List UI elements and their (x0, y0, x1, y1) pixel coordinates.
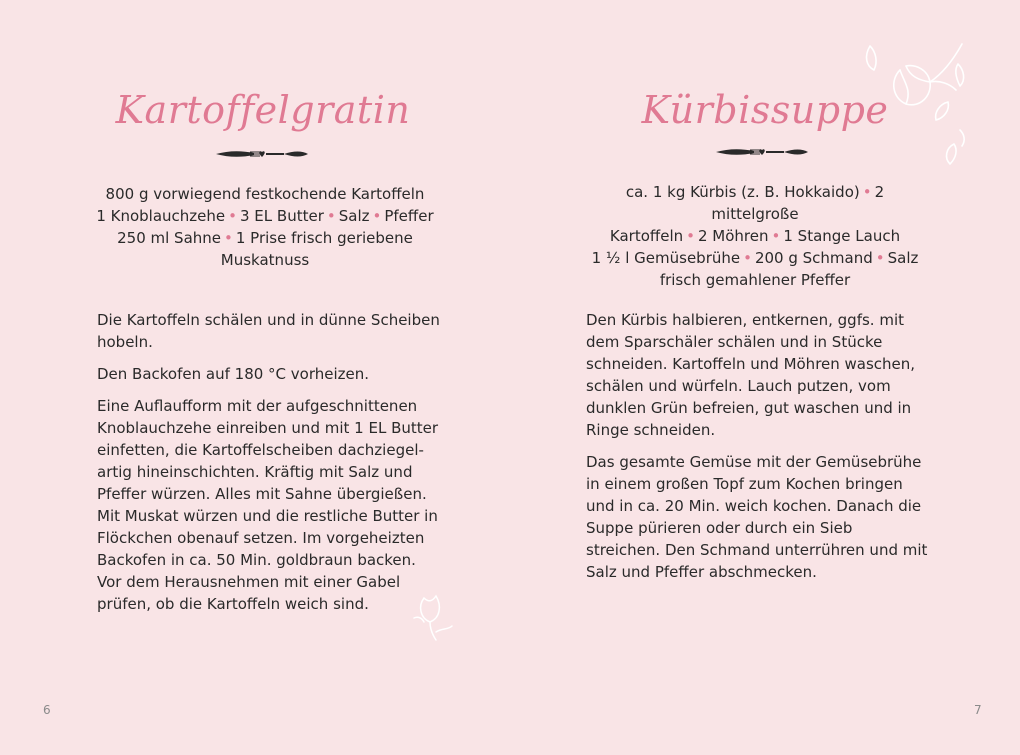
cutlery-heart-divider-icon (214, 147, 310, 161)
instruction-paragraph: Die Kartoffeln schälen und in dünne Scheiben hobeln. (97, 311, 440, 351)
instruction-paragraph: Eine Auflaufform mit der aufgeschnittenen Knoblauchzehe einreiben und mit 1 EL Butter einfetten, die Kartoffelscheiben dachziegel-artig hineinschichten. Kräftig mit Salz und Pfeffer würzen. Alles mit Sahne übergießen. Mit Muskat würzen und die restliche Butter in Flöckchen obenauf setzen. Im vorgeheizten Backofen in ca. 50 Min. goldbraun backen. Vor dem Herausnehmen mit einer Gabel prüfen, ob die Kartoffeln weich sind. (97, 397, 439, 613)
ingredient: Salz (338, 207, 370, 225)
page-number: 7 (974, 703, 982, 717)
ingredient: 250 ml Sahne (117, 229, 222, 247)
instructions (97, 309, 442, 625)
ingredient: Muskatnuss (220, 251, 310, 269)
ingredients-list: 800 g vorwiegend festkochende Kartoffeln 1 Knoblauchzehe • 3 EL Butter • Salz • Pfeffer 250 ml Sahne • 1 Prise frisch geriebene Muskatnuss (96, 185, 434, 269)
ingredient: Pfeffer (384, 207, 434, 225)
ingredient: 2 Möhren (697, 227, 769, 245)
ingredient: 2 mittelgroße (711, 183, 885, 223)
page-number: 6 (43, 703, 51, 717)
ingredient: ca. 1 kg Kürbis (z. B. Hokkaido) (625, 183, 860, 201)
flower-outline-icon (860, 40, 980, 170)
right-page (510, 0, 1020, 755)
flower-outline-icon (410, 588, 456, 644)
ingredient: 800 g vorwiegend festkochende Kartoffeln (105, 185, 425, 203)
instruction-paragraph: Das gesamte Gemüse mit der Gemüsebrühe in einem großen Topf zum Kochen bringen und in ca. 20 Min. weich kochen. Danach die Suppe pürieren oder durch ein Sieb streichen. Den Schmand unterrühren und mit Salz und Pfeffer abschmecken. (586, 453, 928, 581)
ingredient: 200 g Schmand (754, 249, 873, 267)
instruction-paragraph: Den Backofen auf 180 °C vorheizen. (97, 365, 370, 383)
ingredient: 1 Prise frisch geriebene (235, 229, 413, 247)
ingredients-list: ca. 1 kg Kürbis (z. B. Hokkaido) • 2 mittelgroße Kartoffeln • 2 Möhren • 1 Stange Lauch 1 ½ l Gemüsebrühe • 200 g Schmand • Salz frisch gemahlener Pfeffer (591, 183, 919, 289)
ingredient: 1 Knoblauchzehe (96, 207, 226, 225)
ingredient: 1 Stange Lauch (783, 227, 901, 245)
recipe-title: Kürbissuppe (641, 88, 889, 132)
ingredient: frisch gemahlener Pfeffer (659, 271, 851, 289)
ingredient: 3 EL Butter (240, 207, 324, 225)
ingredient: Kartoffeln (609, 227, 684, 245)
ingredient: 1 ½ l Gemüsebrühe (591, 249, 741, 267)
ingredient: Salz (887, 249, 919, 267)
recipe-title: Kartoffelgratin (115, 88, 411, 132)
instruction-paragraph: Den Kürbis halbieren, entkernen, ggfs. mit dem Sparschäler schälen und in Stücke schneiden. Kartoffeln und Möhren waschen, schälen und würfeln. Lauch putzen, vom dunklen Grün befreien, gut waschen und in Ringe schneiden. (586, 311, 916, 439)
instructions (586, 309, 931, 593)
cutlery-heart-divider-icon (714, 145, 810, 159)
